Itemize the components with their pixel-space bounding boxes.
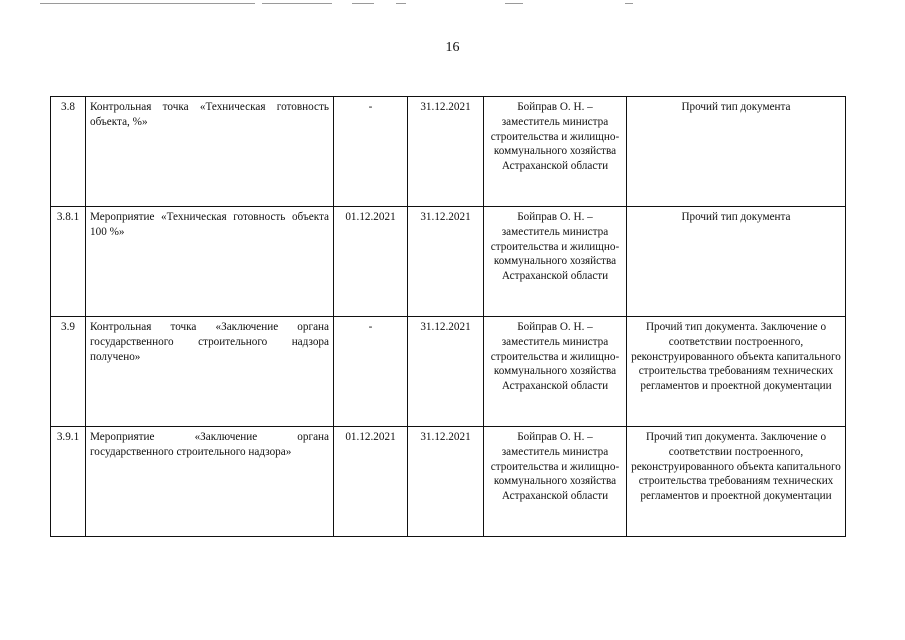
end-date: 31.12.2021 [408, 207, 484, 317]
event-name: Мероприятие «Техническая готовность объекта 100 %» [86, 207, 334, 317]
start-date: 01.12.2021 [334, 427, 408, 537]
table-row [51, 317, 846, 427]
scan-edge-line [40, 3, 255, 4]
row-number: 3.9 [51, 317, 86, 427]
responsible-person: Бойправ О. Н. – заместитель министра строительства и жилищно-коммунального хозяйства Астраханской области [484, 427, 627, 537]
start-date: - [334, 317, 408, 427]
end-date: 31.12.2021 [408, 427, 484, 537]
table-row [51, 97, 846, 207]
scan-edge-line [396, 3, 406, 4]
table-row [51, 207, 846, 317]
event-name: Контрольная точка «Заключение органа государственного строительного надзора получено» [86, 317, 334, 427]
scan-edge-line [262, 3, 332, 4]
page-number: 16 [445, 40, 460, 55]
start-date: 01.12.2021 [334, 207, 408, 317]
row-number: 3.8 [51, 97, 86, 207]
responsible-person: Бойправ О. Н. – заместитель министра строительства и жилищно-коммунального хозяйства Астраханской области [484, 317, 627, 427]
end-date: 31.12.2021 [408, 97, 484, 207]
row-number: 3.9.1 [51, 427, 86, 537]
responsible-person: Бойправ О. Н. – заместитель министра строительства и жилищно-коммунального хозяйства Астраханской области [484, 97, 627, 207]
document-type: Прочий тип документа. Заключение о соответствии построенного, реконструированного объекта капитального строительства требованиям технических регламентов и проектной документации [627, 427, 846, 537]
scan-edge-line [505, 3, 523, 4]
document-type: Прочий тип документа [627, 97, 846, 207]
event-name: Контрольная точка «Техническая готовность объекта, %» [86, 97, 334, 207]
end-date: 31.12.2021 [408, 317, 484, 427]
responsible-person: Бойправ О. Н. – заместитель министра строительства и жилищно-коммунального хозяйства Астраханской области [484, 207, 627, 317]
event-name: Мероприятие «Заключение органа государственного строительного надзора» [86, 427, 334, 537]
scan-edge-line [352, 3, 374, 4]
control-points-table [50, 96, 846, 537]
document-type: Прочий тип документа [627, 207, 846, 317]
scan-edge-line [625, 3, 633, 4]
document-type: Прочий тип документа. Заключение о соответствии построенного, реконструированного объекта капитального строительства требованиям технических регламентов и проектной документации [627, 317, 846, 427]
row-number: 3.8.1 [51, 207, 86, 317]
table-row [51, 427, 846, 537]
start-date: - [334, 97, 408, 207]
